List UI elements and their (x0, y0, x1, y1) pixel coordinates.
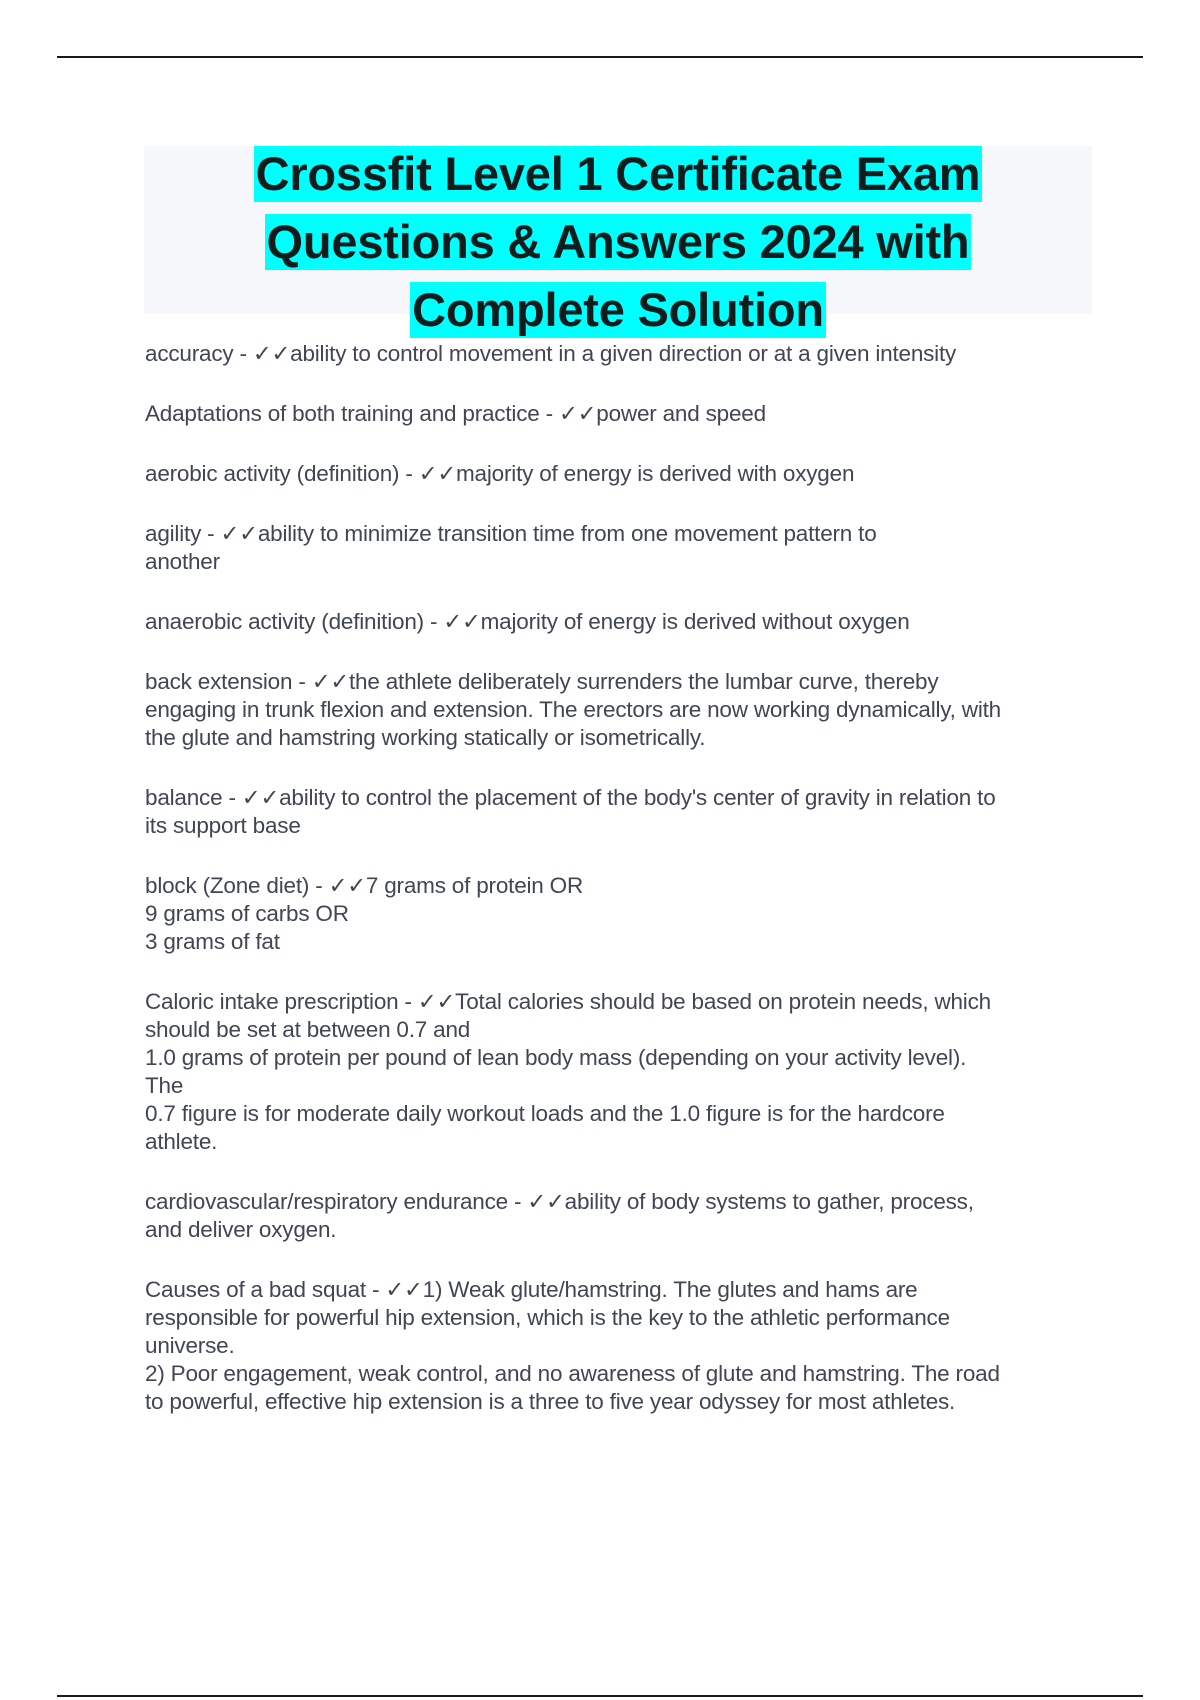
qa-entry-line: to powerful, effective hip extension is a three to five year odyssey for most athletes. (145, 1389, 956, 1414)
qa-entry-line: 2) Poor engagement, weak control, and no awareness of glute and hamstring. The road (145, 1361, 1000, 1386)
qa-entry (145, 340, 1095, 368)
qa-entry (145, 520, 1095, 576)
qa-entry-list (145, 340, 1095, 1448)
qa-entry-line: accuracy - ✓✓ability to control movement in a given direction or at a given intensity (145, 341, 957, 366)
qa-entry-line: back extension - ✓✓the athlete deliberately surrenders the lumbar curve, thereby (145, 669, 939, 694)
qa-entry-line: agility - ✓✓ability to minimize transition time from one movement pattern to (145, 521, 877, 546)
title-block (144, 146, 1092, 336)
qa-entry (145, 608, 1095, 636)
qa-entry-line: 3 grams of fat (145, 929, 280, 954)
qa-entry-line: 9 grams of carbs OR (145, 901, 349, 926)
qa-entry-line: 0.7 figure is for moderate daily workout loads and the 1.0 figure is for the hardcore (145, 1101, 945, 1126)
qa-entry-line: aerobic activity (definition) - ✓✓majority of energy is derived with oxygen (145, 461, 855, 486)
qa-entry (145, 784, 1095, 840)
qa-entry (145, 1188, 1095, 1244)
title-line-3: Complete Solution (412, 283, 824, 336)
title-line-1: Crossfit Level 1 Certificate Exam (255, 147, 981, 200)
qa-entry-line: its support base (145, 813, 301, 838)
qa-entry-line: The (145, 1073, 184, 1098)
qa-entry-line: another (145, 549, 220, 574)
top-rule (57, 56, 1143, 58)
qa-entry-line: anaerobic activity (definition) - ✓✓majority of energy is derived without oxygen (145, 609, 910, 634)
qa-entry-line: block (Zone diet) - ✓✓7 grams of protein OR (145, 873, 584, 898)
qa-entry-line: and deliver oxygen. (145, 1217, 337, 1242)
qa-entry-line: balance - ✓✓ability to control the placement of the body's center of gravity in relation to (145, 785, 996, 810)
qa-entry (145, 872, 1095, 956)
qa-entry-line: engaging in trunk flexion and extension. The erectors are now working dynamically, with (145, 697, 1001, 722)
qa-entry-line: Caloric intake prescription - ✓✓Total calories should be based on protein needs, which (145, 989, 991, 1014)
qa-entry-line: the glute and hamstring working statically or isometrically. (145, 725, 706, 750)
qa-entry-line: universe. (145, 1333, 235, 1358)
qa-entry-line: Adaptations of both training and practice - ✓✓power and speed (145, 401, 766, 426)
bottom-rule (57, 1695, 1143, 1697)
qa-entry-line: 1.0 grams of protein per pound of lean body mass (depending on your activity level). (145, 1045, 967, 1070)
title-line-2: Questions & Answers 2024 with (266, 215, 970, 268)
qa-entry (145, 988, 1095, 1156)
qa-entry (145, 460, 1095, 488)
qa-entry-line: cardiovascular/respiratory endurance - ✓✓ability of body systems to gather, process, (145, 1189, 974, 1214)
document-title (144, 146, 1092, 350)
qa-entry (145, 400, 1095, 428)
qa-entry-line: should be set at between 0.7 and (145, 1017, 471, 1042)
qa-entry-line: responsible for powerful hip extension, which is the key to the athletic performance (145, 1305, 950, 1330)
qa-entry-line: Causes of a bad squat - ✓✓1) Weak glute/hamstring. The glutes and hams are (145, 1277, 918, 1302)
qa-entry-line: athlete. (145, 1129, 218, 1154)
qa-entry (145, 1276, 1095, 1416)
qa-entry (145, 668, 1095, 752)
